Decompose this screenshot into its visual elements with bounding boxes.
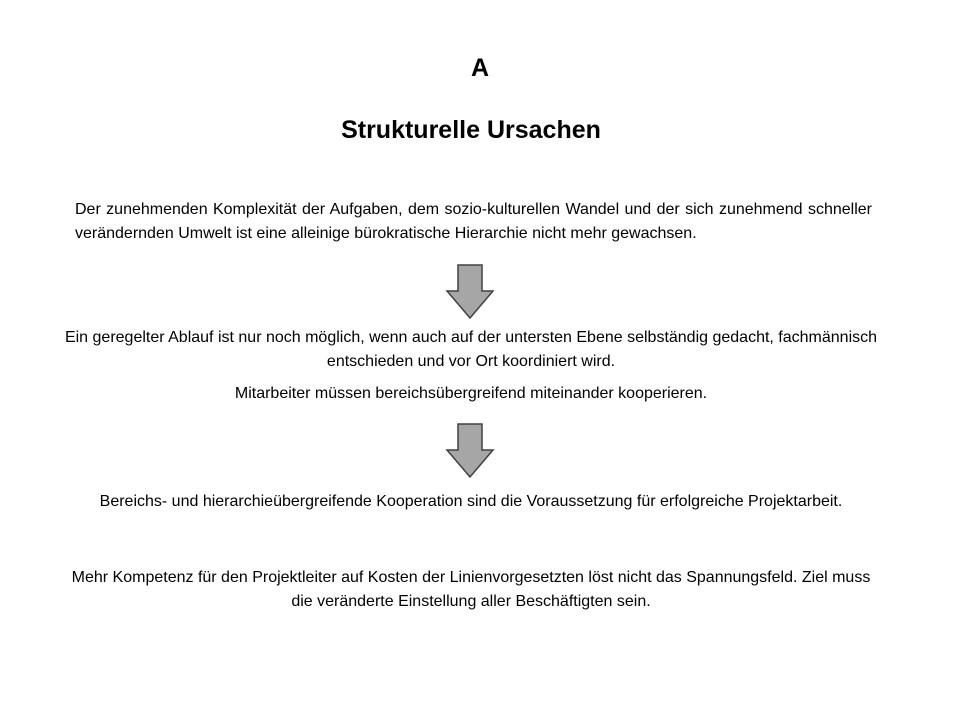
paragraph-project-work: Bereichs- und hierarchieübergreifende Kooperation sind die Voraussetzung für erfolgreiche Projektarbeit. <box>99 493 843 510</box>
down-arrow-icon <box>445 423 495 479</box>
paragraph-structural-causes: Der zunehmenden Komplexität der Aufgaben, dem sozio-kulturellen Wandel und der sich zunehmend schneller verändernden Umwelt ist eine alleinige bürokratische Hierarchie nicht mehr gewachsen. <box>75 201 872 242</box>
slide-letter: A <box>470 54 490 82</box>
paragraph-cooperation: Mitarbeiter müssen bereichsübergreifend miteinander kooperieren. <box>234 385 708 402</box>
paragraph-regulated-process: Ein geregelter Ablauf ist nur noch möglich, wenn auch auf der untersten Ebene selbständig gedacht, fachmännisch entschieden und vor Ort koordiniert wird. <box>64 329 878 370</box>
down-arrow-icon <box>445 264 495 320</box>
paragraph-competence: Mehr Kompetenz für den Projektleiter auf Kosten der Linienvorgesetzten löst nicht das Spannungsfeld. Ziel muss die veränderte Einstellung aller Beschäftigten sein. <box>71 569 871 610</box>
slide-title: Strukturelle Ursachen <box>341 116 601 144</box>
